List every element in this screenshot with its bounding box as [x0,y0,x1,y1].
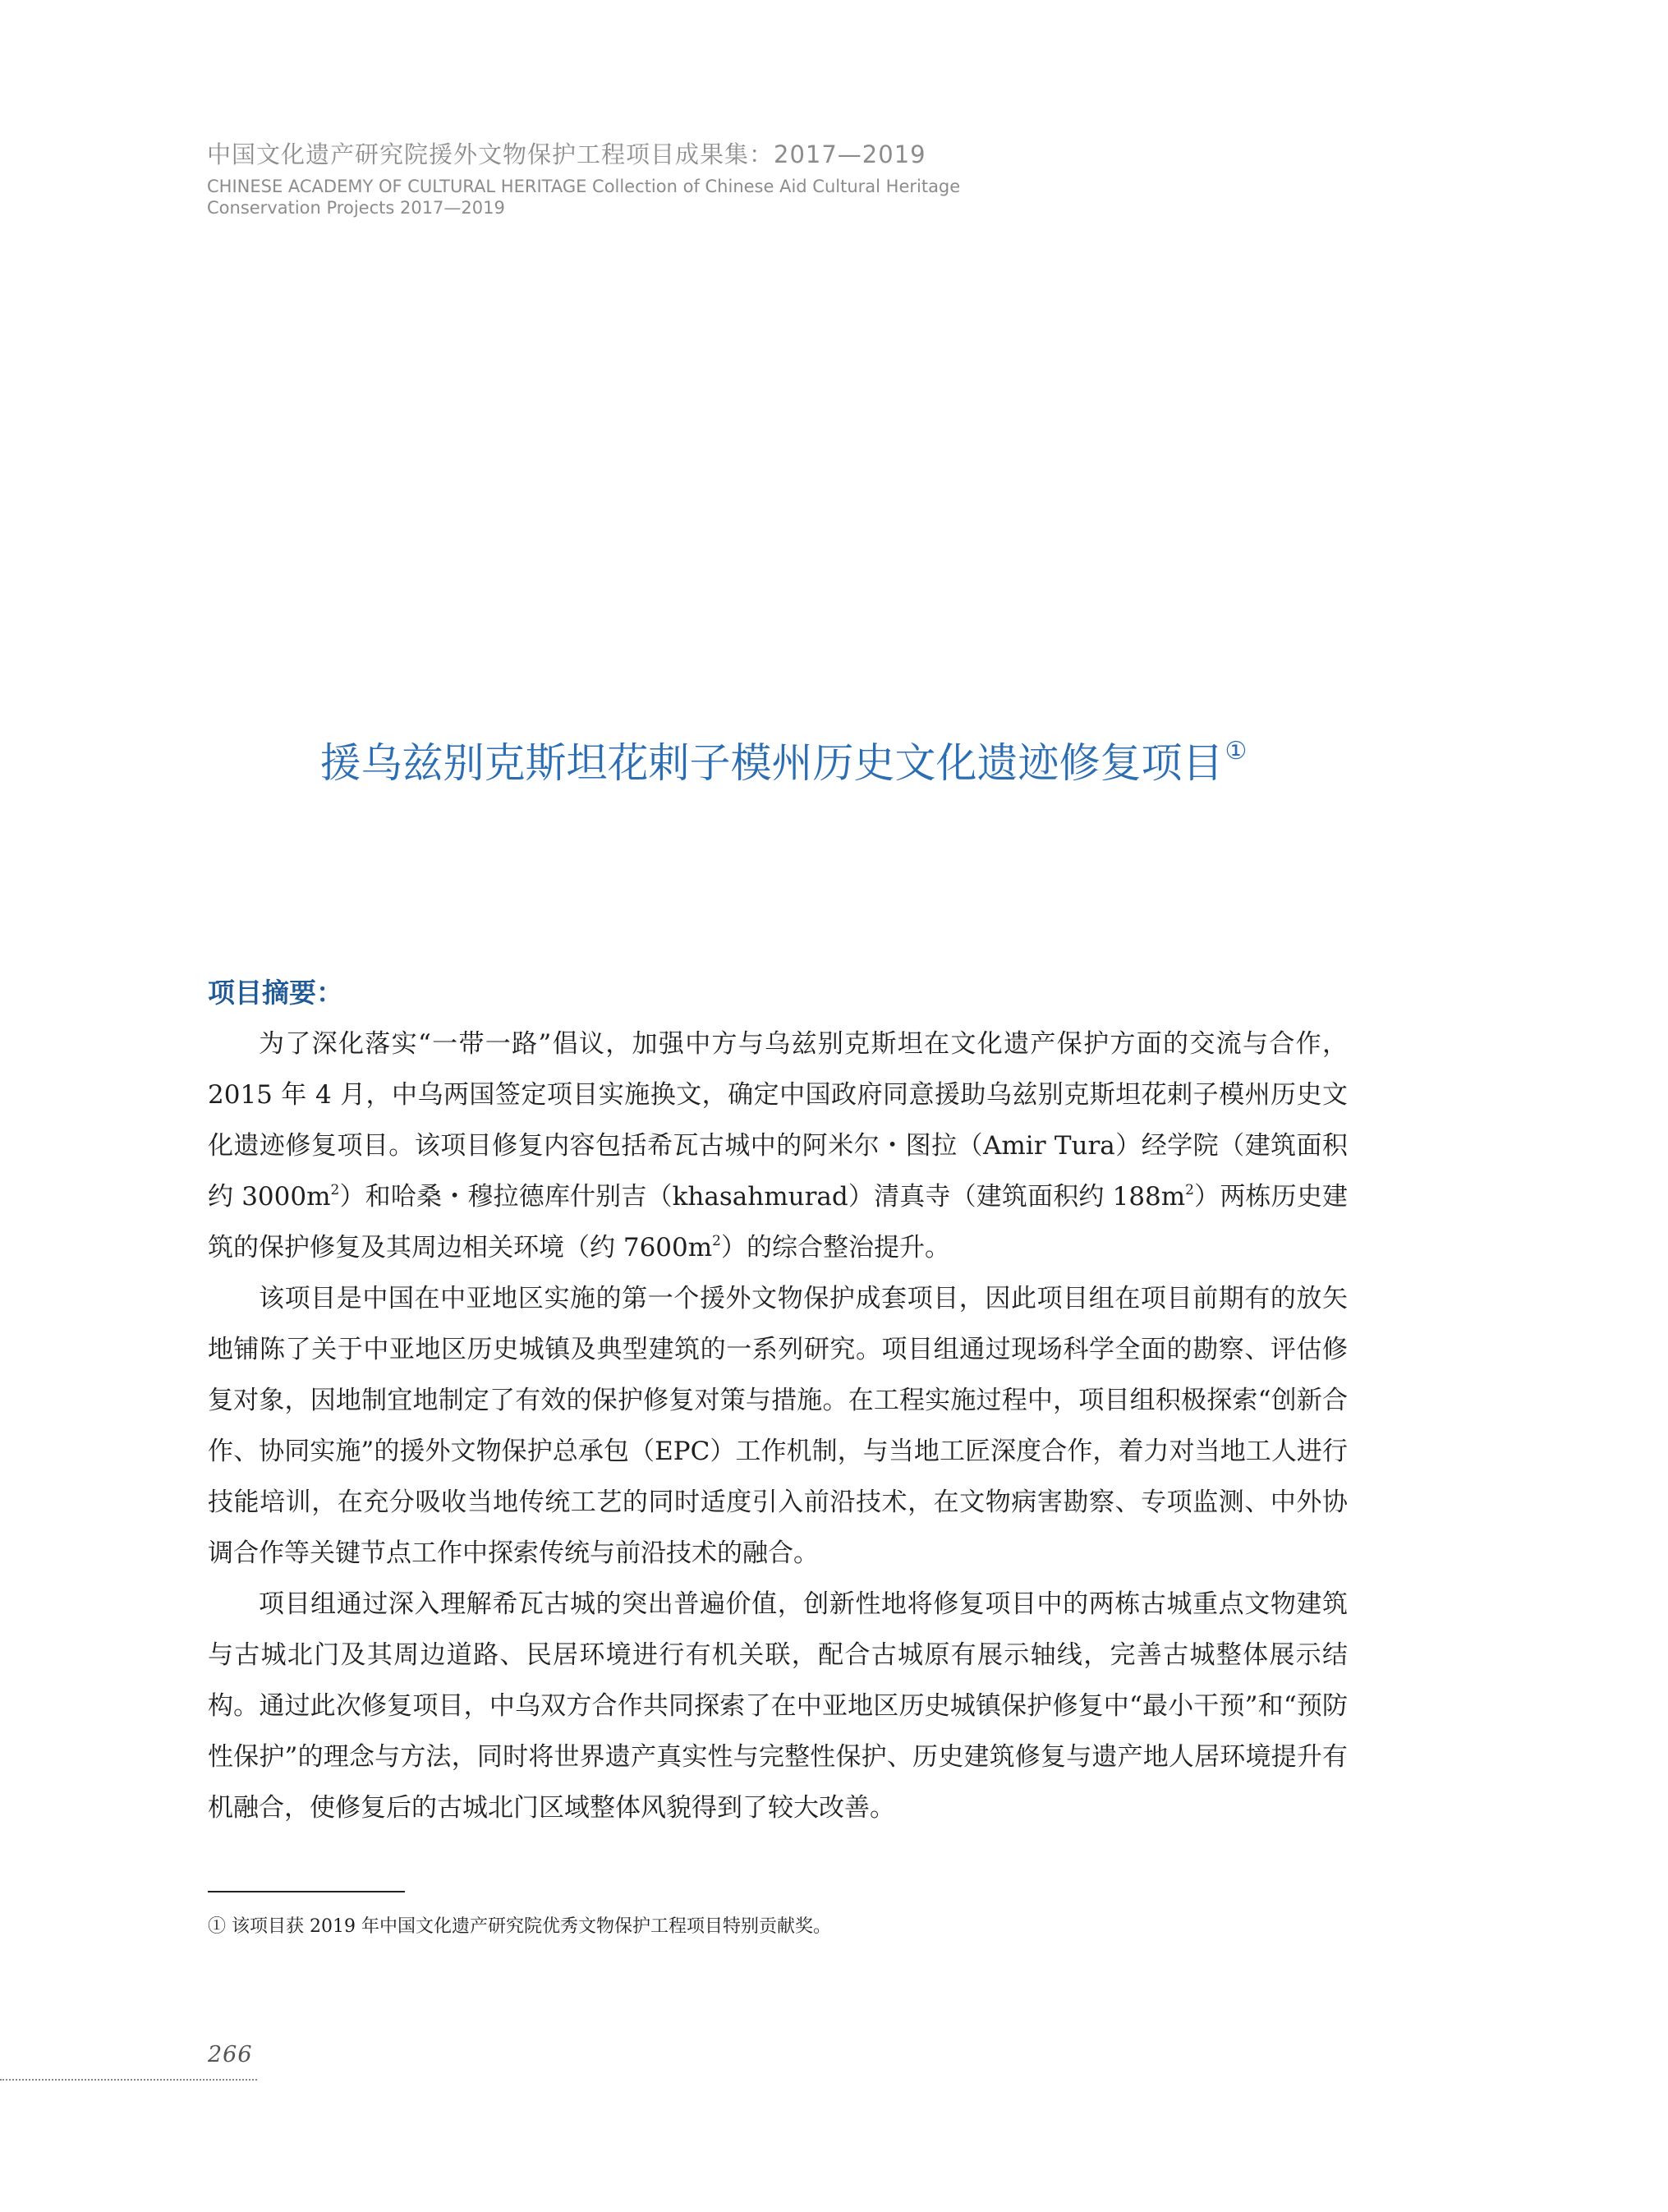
abstract-label: 项目摘要： [208,977,343,1009]
running-header-cn: 中国文化遗产研究院援外文物保护工程项目成果集：2017—2019 [207,140,926,168]
superscript-2: 2 [712,1233,721,1249]
running-header [207,138,1275,218]
abstract-paragraph-1 [208,1019,1348,1273]
abstract-body [208,1019,1348,1833]
footnote: ① 该项目获 2019 年中国文化遗产研究院优秀文物保护工程项目特别贡献奖。 [208,1916,831,1937]
abstract-paragraph-3: 项目组通过深入理解希瓦古城的突出普遍价值，创新性地将修复项目中的两栋古城重点文物建筑与古城北门及其周边道路、民居环境进行有机关联，配合古城原有展示轴线，完善古城整体展示结构。通过此次修复项目，中乌双方合作共同探索了在中亚地区历史城镇保护修复中“最小干预”和“预防性保护”的理念与方法，同时将世界遗产真实性与完整性保护、历史建筑修复与遗产地人居环境提升有机融合，使修复后的古城北门区域整体风貌得到了较大改善。 [208,1589,1348,1823]
page-title-text: 援乌兹别克斯坦花剌子模州历史文化遗迹修复项目 [319,739,1224,787]
p1-part-c: ）两栋历史建筑的保护修复及其周边相关环境（约 7600m [208,1182,1349,1262]
abstract-paragraph-2: 该项目是中国在中亚地区实施的第一个援外文物保护成套项目，因此项目组在项目前期有的放矢地铺陈了关于中亚地区历史城镇及典型建筑的一系列研究。项目组通过现场科学全面的勘察、评估修复对象，因地制宜地制定了有效的保护修复对策与措施。在工程实施过程中，项目组积极探索“创新合作、协同实施”的援外文物保护总承包（EPC）工作机制，与当地工匠深度合作，着力对当地工人进行技能培训，在充分吸收当地传统工艺的同时适度引入前沿技术，在文物病害勘察、专项监测、中外协调合作等关键节点工作中探索传统与前沿技术的融合。 [208,1284,1348,1568]
page-number: 266 [208,2042,253,2067]
p1-part-b: ）和哈桑・穆拉德库什别吉（khasahmurad）清真寺（建筑面积约 188m [339,1182,1186,1212]
p1-part-d: ）的综合整治提升。 [720,1233,950,1262]
running-header-en: CHINESE ACADEMY OF CULTURAL HERITAGE Collection of Chinese Aid Cultural Heritage Conservation Projects 2017—2019 [207,177,961,218]
superscript-2: 2 [1185,1182,1194,1198]
page-number-rule [0,2079,257,2081]
superscript-2: 2 [330,1182,340,1198]
footnote-divider [208,1891,405,1892]
title-footnote-mark[interactable]: ① [1225,737,1248,766]
page-title [0,723,1567,792]
p1-part-a: 为了深化落实“一带一路”倡议，加强中方与乌兹别克斯坦在文化遗产保护方面的交流与合作，2015 年 4 月，中乌两国签定项目实施换文，确定中国政府同意援助乌兹别克斯坦花剌子模州历史文化遗迹修复项目。该项目修复内容包括希瓦古城中的阿米尔・图拉（Amir Tura）经学院（建筑面积约 3000m [208,1029,1348,1212]
